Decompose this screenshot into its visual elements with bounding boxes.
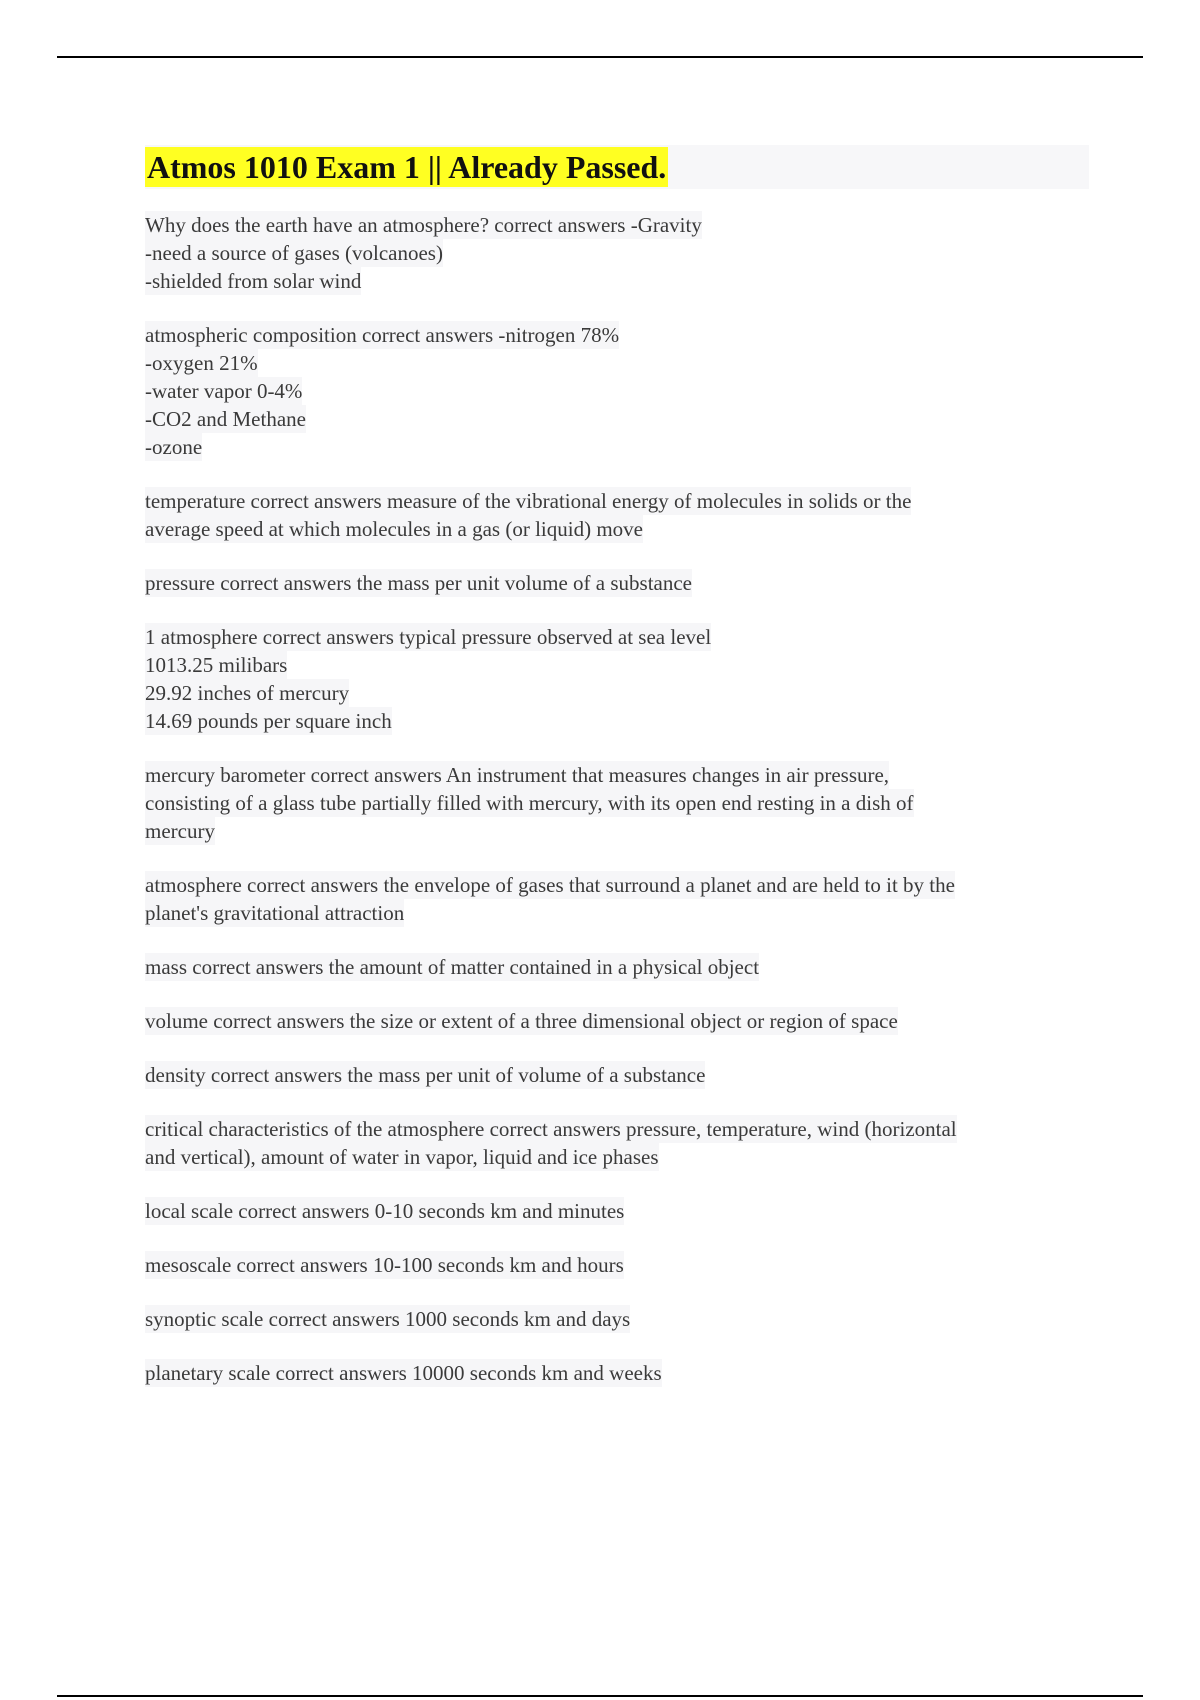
entry-line: mercury barometer correct answers An instrument that measures changes in air pressure, bbox=[145, 763, 890, 787]
entry-line: pressure correct answers the mass per unit volume of a substance bbox=[145, 571, 692, 595]
entry-line: -water vapor 0-4% bbox=[145, 379, 303, 403]
entry-line: synoptic scale correct answers 1000 seconds km and days bbox=[145, 1307, 631, 1331]
entry-line: mass correct answers the amount of matter contained in a physical object bbox=[145, 955, 760, 979]
entry-line: mercury bbox=[145, 819, 215, 843]
entry-line: 1013.25 milibars bbox=[145, 653, 288, 677]
qa-entry bbox=[145, 1061, 1089, 1089]
document-body bbox=[145, 145, 1089, 1413]
qa-entry bbox=[145, 1007, 1089, 1035]
entry-line: atmospheric composition correct answers -nitrogen 78% bbox=[145, 323, 620, 347]
qa-entry bbox=[145, 321, 1089, 461]
qa-entry bbox=[145, 1197, 1089, 1225]
entry-line: mesoscale correct answers 10-100 seconds km and hours bbox=[145, 1253, 624, 1277]
entry-line: -ozone bbox=[145, 435, 203, 459]
title-band bbox=[145, 145, 1089, 189]
entry-line: and vertical), amount of water in vapor, liquid and ice phases bbox=[145, 1145, 659, 1169]
entry-line: -oxygen 21% bbox=[145, 351, 258, 375]
entry-line: planetary scale correct answers 10000 seconds km and weeks bbox=[145, 1361, 662, 1385]
qa-entry bbox=[145, 761, 1089, 845]
qa-entry bbox=[145, 871, 1089, 927]
document-title: Atmos 1010 Exam 1 || Already Passed. bbox=[147, 149, 667, 185]
entry-line: consisting of a glass tube partially filled with mercury, with its open end resting in a dish of bbox=[145, 791, 914, 815]
entry-line: 1 atmosphere correct answers typical pressure observed at sea level bbox=[145, 625, 712, 649]
entry-line: volume correct answers the size or extent of a three dimensional object or region of space bbox=[145, 1009, 898, 1033]
top-rule bbox=[57, 56, 1143, 58]
entry-line: 29.92 inches of mercury bbox=[145, 681, 350, 705]
qa-entry bbox=[145, 1359, 1089, 1387]
qa-entry bbox=[145, 487, 1089, 543]
entry-line: Why does the earth have an atmosphere? correct answers -Gravity bbox=[145, 213, 702, 237]
entry-line: local scale correct answers 0-10 seconds km and minutes bbox=[145, 1199, 625, 1223]
entry-line: -CO2 and Methane bbox=[145, 407, 306, 431]
qa-entry bbox=[145, 623, 1089, 735]
qa-entry bbox=[145, 1251, 1089, 1279]
entry-line: -shielded from solar wind bbox=[145, 269, 362, 293]
entry-line: density correct answers the mass per unit of volume of a substance bbox=[145, 1063, 706, 1087]
qa-entries bbox=[145, 211, 1089, 1387]
entry-line: atmosphere correct answers the envelope of gases that surround a planet and are held to it by the bbox=[145, 873, 955, 897]
qa-entry bbox=[145, 1305, 1089, 1333]
bottom-rule bbox=[57, 1695, 1143, 1697]
entry-line: -need a source of gases (volcanoes) bbox=[145, 241, 443, 265]
entry-line: critical characteristics of the atmosphere correct answers pressure, temperature, wind (horizontal bbox=[145, 1117, 957, 1141]
entry-line: 14.69 pounds per square inch bbox=[145, 709, 392, 733]
qa-entry bbox=[145, 953, 1089, 981]
qa-entry bbox=[145, 1115, 1089, 1171]
qa-entry bbox=[145, 569, 1089, 597]
entry-line: average speed at which molecules in a gas (or liquid) move bbox=[145, 517, 643, 541]
entry-line: planet's gravitational attraction bbox=[145, 901, 405, 925]
entry-line: temperature correct answers measure of the vibrational energy of molecules in solids or the bbox=[145, 489, 912, 513]
qa-entry bbox=[145, 211, 1089, 295]
